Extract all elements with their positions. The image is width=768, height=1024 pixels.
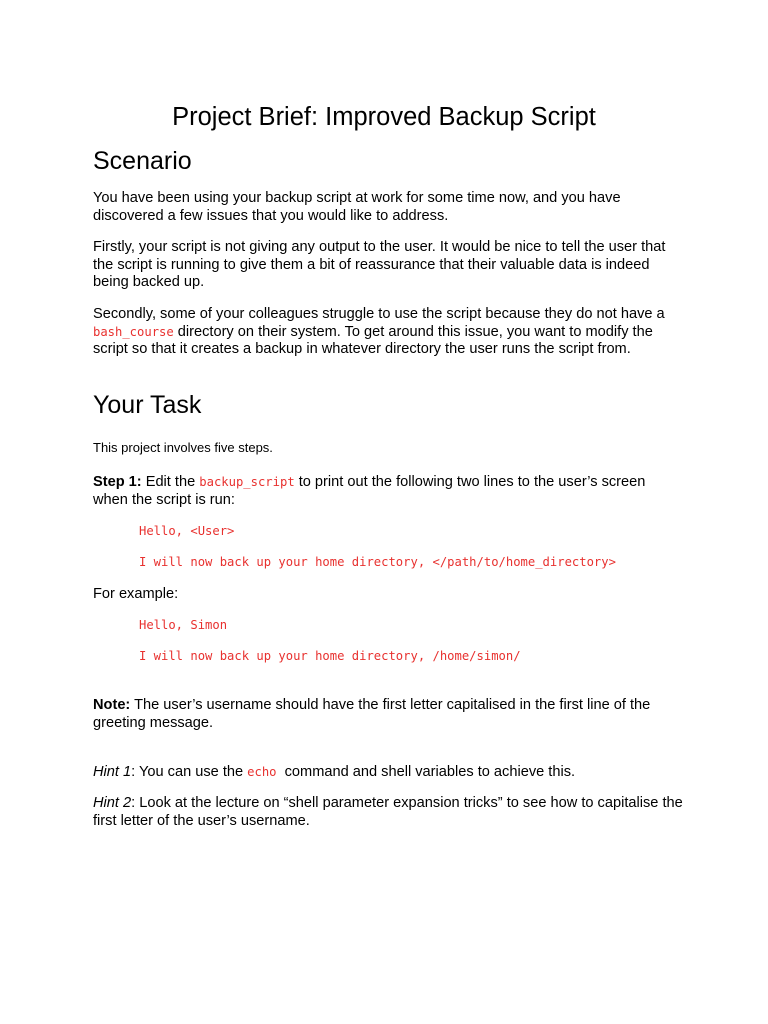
step-1-text-before: Edit the <box>141 474 200 490</box>
step-1-paragraph <box>93 474 683 509</box>
document-title: Project Brief: Improved Backup Script <box>172 103 596 131</box>
code-line-backup-message: I will now back up your home directory, </path/to/home_directory> <box>139 555 616 569</box>
hint-1-text-before: : You can use the <box>131 764 248 780</box>
scenario-paragraph-1: You have been using your backup script at work for some time now, and you have discovered a few issues that you would like to address. <box>93 190 621 224</box>
scenario-heading: Scenario <box>93 147 192 175</box>
hint-1-paragraph <box>93 764 683 782</box>
example-line-hello-simon: Hello, Simon <box>139 618 228 632</box>
scenario-p3-text-before: Secondly, some of your colleagues struggle to use the script because they do not have a <box>93 306 665 322</box>
inline-code-echo: echo <box>247 765 277 779</box>
example-label: For example: <box>93 586 179 602</box>
scenario-paragraph-3 <box>93 306 683 359</box>
step-1-text-after: to print out the following two lines to the user’s screen when the script is run: <box>93 474 646 508</box>
note-paragraph <box>93 697 683 732</box>
note-text: The user’s username should have the first letter capitalised in the first line of the greeting message. <box>93 697 651 731</box>
inline-code-bash-course: bash_course <box>93 324 174 339</box>
inline-code-backup-script: backup_script <box>199 475 295 489</box>
scenario-paragraph-2: Firstly, your script is not giving any output to the user. It would be nice to tell the user that the script is running to give them a bit of reassurance that their valuable data is indeed being backed up. <box>93 239 666 291</box>
scenario-p3-text-after: directory on their system. To get around this issue, you want to modify the script so that it creates a backup in whatever directory the user runs the script from. <box>93 323 653 358</box>
code-line-hello-user: Hello, <User> <box>139 524 235 538</box>
hint-2-paragraph <box>93 795 683 830</box>
example-line-backup-message: I will now back up your home directory, /home/simon/ <box>139 649 521 663</box>
note-label: Note: <box>93 697 131 713</box>
hint-2-text: : Look at the lecture on “shell parameter expansion tricks” to see how to capitalise the first letter of the user’s username. <box>93 795 683 829</box>
hint-2-label: Hint 2 <box>93 795 132 811</box>
hint-1-label: Hint 1 <box>93 764 132 780</box>
task-heading: Your Task <box>93 391 202 419</box>
task-intro: This project involves five steps. <box>93 440 273 455</box>
hint-1-text-after: command and shell variables to achieve this. <box>276 764 576 780</box>
step-1-label: Step 1: <box>93 474 142 490</box>
